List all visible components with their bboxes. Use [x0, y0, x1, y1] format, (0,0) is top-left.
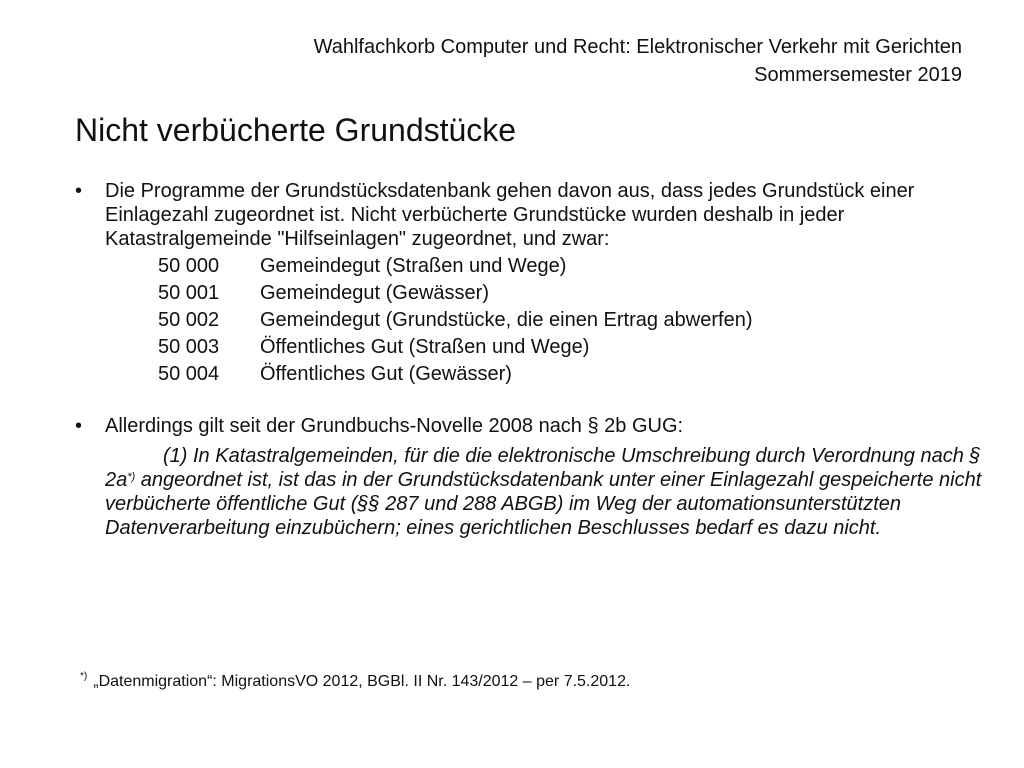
einlagezahl-number: 50 003 [158, 336, 220, 358]
bullet-marker: • [75, 180, 83, 202]
bullet-item-1 [75, 179, 975, 251]
einlagezahl-number: 50 002 [158, 309, 220, 331]
einlagezahl-label: Gemeindegut (Gewässer) [260, 282, 489, 304]
quote-text-part2: angeordnet ist, ist das in der Grundstücksdatenbank unter einer Einlagezahl gespeicherte nicht verbücherte öffentliche Gut (§§ 287 und 288 ABGB) im Weg der automationsunterstützten Datenverarbeitung einzubüchern; eines gerichtlichen Beschlusses bedarf es dazu nicht. [105, 469, 982, 539]
law-quote [105, 444, 985, 540]
semester-label: Sommersemester 2019 [754, 64, 962, 86]
einlagezahl-label: Gemeindegut (Straßen und Wege) [260, 255, 567, 277]
footnote-text: „Datenmigration“: MigrationsVO 2012, BGBl. II Nr. 143/2012 – per 7.5.2012. [93, 673, 631, 690]
course-title: Wahlfachkorb Computer und Recht: Elektronischer Verkehr mit Gerichten [313, 36, 962, 58]
bullet-text: Allerdings gilt seit der Grundbuchs-Novelle 2008 nach § 2b GUG: [105, 415, 684, 437]
bullet-text: Die Programme der Grundstücksdatenbank gehen davon aus, dass jedes Grundstück einer Einlagezahl zugeordnet ist. Nicht verbücherte Grundstücke wurden deshalb in jeder Katastralgemeinde "Hilfseinlagen" zugeordnet, und zwar: [105, 180, 915, 250]
bullet-section-1 [75, 179, 975, 388]
list-item [158, 280, 975, 307]
list-item [158, 334, 975, 361]
slide-header [314, 33, 962, 89]
einlagezahl-label: Öffentliches Gut (Gewässer) [260, 363, 512, 385]
quote-text-part1: (1) In Katastralgemeinden, für die die elektronische Umschreibung durch Verordnung nach § 2a [105, 445, 981, 491]
list-item [158, 361, 975, 388]
slide-title: Nicht verbücherte Grundstücke [75, 112, 517, 148]
footnote [80, 671, 630, 693]
footnote-reference: *) [127, 471, 136, 483]
list-item [158, 253, 975, 280]
einlagezahl-number: 50 001 [158, 282, 220, 304]
einlagezahl-label: Gemeindegut (Grundstücke, die einen Ertrag abwerfen) [260, 309, 753, 331]
bullet-item-2 [75, 414, 975, 438]
footnote-marker: *) [80, 671, 88, 682]
bullet-section-2 [75, 414, 982, 540]
bullet-marker: • [75, 415, 83, 437]
list-item [158, 307, 975, 334]
einlagezahl-number: 50 000 [158, 255, 220, 277]
einlagezahl-label: Öffentliches Gut (Straßen und Wege) [260, 336, 590, 358]
hilfseinlagen-list [158, 253, 975, 388]
einlagezahl-number: 50 004 [158, 363, 220, 385]
